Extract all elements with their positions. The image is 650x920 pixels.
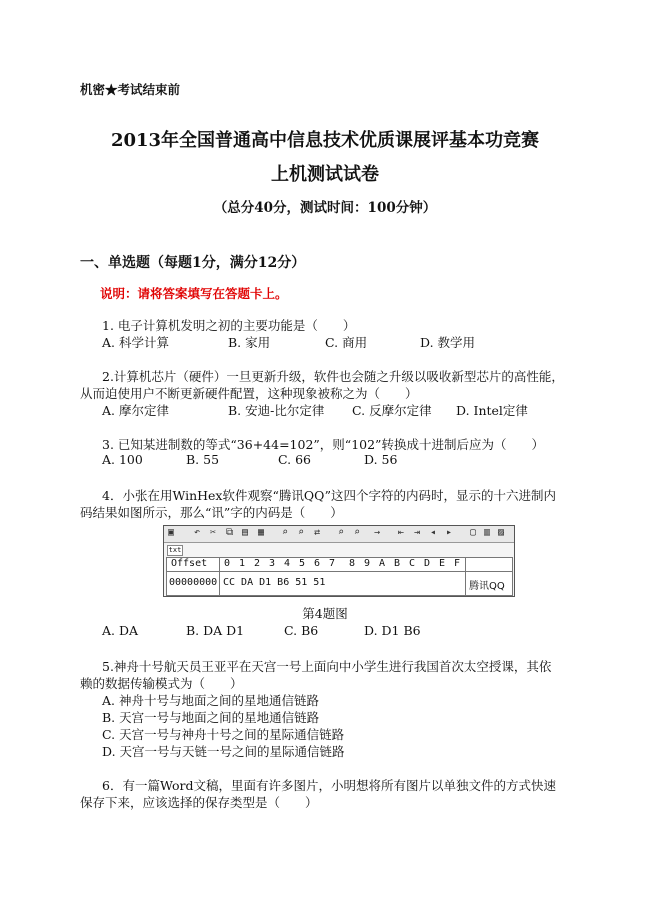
question-3-option-d: D. 56 (364, 452, 398, 467)
question-5-option-b: B. 天宫一号与地面之间的星地通信链路 (102, 710, 320, 725)
edit-icon: ▦ (258, 527, 265, 538)
question-3-option-c: C. 66 (278, 452, 311, 467)
next-icon: ▸ (446, 527, 453, 538)
col-header: 6 (314, 558, 321, 569)
confidential-label: 机密★考试结束前 (80, 82, 181, 97)
hex-toolbar (164, 526, 514, 543)
col-header: 9 (364, 558, 371, 569)
section-title: 一、单选题（每题1分，满分12分） (80, 255, 306, 271)
question-4-option-d: D. D1 B6 (364, 623, 421, 638)
question-6-stem-line2: 保存下来，应该选择的保存类型是（ ） (80, 795, 318, 810)
back-icon: ⇤ (398, 527, 405, 538)
row-text[interactable]: 腾讯QQ (469, 581, 505, 592)
col-header: 1 (239, 558, 246, 569)
figure-caption: 第4题图 (302, 606, 348, 621)
file-tab[interactable]: txt (168, 546, 182, 554)
question-2-stem-line2: 从而迫使用户不断更新硬件配置，这种现象被称之为（ ） (80, 386, 418, 401)
col-header: 7 (329, 558, 336, 569)
winhex-figure (163, 525, 515, 597)
col-header: 2 (254, 558, 261, 569)
undo-icon: ↶ (194, 527, 201, 538)
col-header: A (379, 558, 386, 569)
question-2-option-d: D. Intel定律 (456, 403, 528, 418)
question-4-option-b: B. DA D1 (186, 623, 245, 638)
col-header: D (424, 558, 431, 569)
question-1-stem: 1. 电子计算机发明之初的主要功能是（ ） (102, 318, 356, 333)
question-4-stem-line2: 码结果如图所示，那么“讯”字的内码是（ ） (80, 505, 343, 520)
col-header: E (439, 558, 446, 569)
offset-divider (219, 558, 220, 595)
tools-icon: ▨ (498, 527, 505, 538)
answer-note: 说明：请将答案填写在答题卡上。 (100, 286, 288, 301)
forward-icon: ⇥ (414, 527, 421, 538)
col-header: 5 (299, 558, 306, 569)
find-next-icon: ⌕ (338, 527, 345, 538)
question-3-stem: 3. 已知某进制数的等式“36+44=102”，则“102”转换成十进制后应为（ ） (102, 437, 544, 452)
find-hex-icon: ⌕ (298, 527, 305, 538)
question-2-option-a: A. 摩尔定律 (102, 403, 169, 418)
exam-title-line2: 上机测试试卷 (271, 164, 379, 185)
hex-grid (166, 557, 513, 596)
col-header: 0 (224, 558, 231, 569)
col-header: B (394, 558, 401, 569)
question-2-option-b: B. 安迪-比尔定律 (228, 403, 325, 418)
question-2-option-c: C. 反摩尔定律 (352, 403, 432, 418)
col-header: F (454, 558, 461, 569)
question-5-stem-line1: 5.神舟十号航天员王亚平在天宫一号上面向中小学生进行我国首次太空授课，其依 (102, 659, 552, 674)
question-5-option-a: A. 神舟十号与地面之间的星地通信链路 (102, 693, 319, 708)
text-divider (465, 558, 466, 595)
question-4-option-a: A. DA (102, 623, 139, 638)
question-1-option-d: D. 教学用 (420, 335, 476, 350)
question-3-option-a: A. 100 (102, 452, 143, 467)
col-header: C (409, 558, 416, 569)
question-5-option-d: D. 天宫一号与天链一号之间的星际通信链路 (102, 744, 345, 759)
row-offset: 00000000 (169, 577, 218, 588)
question-2-stem-line1: 2.计算机芯片（硬件）一旦更新升级，软件也会随之升级以吸收新型芯片的高性能， (102, 369, 564, 384)
replace-icon: ⇄ (314, 527, 321, 538)
question-1-option-a: A. 科学计算 (102, 335, 169, 350)
cut-icon: ✂ (210, 527, 217, 538)
col-header: 8 (349, 558, 356, 569)
question-1-option-c: C. 商用 (325, 335, 368, 350)
offset-header: Offset (171, 558, 208, 569)
question-4-stem-line1: 4．小张在用WinHex软件观察“腾讯QQ”这四个字符的内码时，显示的十六进制内 (102, 488, 556, 503)
disk-icon: ▢ (470, 527, 477, 538)
copy-icon: ⧉ (226, 527, 234, 538)
ram-icon: ▥ (484, 527, 491, 538)
col-header: 4 (284, 558, 291, 569)
goto-icon: → (374, 527, 381, 538)
exam-title-line1: 2013年全国普通高中信息技术优质课展评基本功竞赛 (110, 130, 540, 151)
prev-icon: ◂ (430, 527, 437, 538)
question-5-stem-line2: 赖的数据传输模式为（ ） (80, 676, 243, 691)
exam-subtitle: （总分40分，测试时间：100分钟） (213, 200, 437, 216)
save-icon: ▣ (168, 527, 175, 538)
question-5-option-c: C. 天宫一号与神舟十号之间的星际通信链路 (102, 727, 345, 742)
question-1-option-b: B. 家用 (228, 335, 271, 350)
question-6-stem-line1: 6．有一篇Word文稿，里面有许多图片，小明想将所有图片以单独文件的方式快速 (102, 778, 556, 793)
question-4-option-c: C. B6 (284, 623, 319, 638)
paste-icon: ▤ (242, 527, 249, 538)
find-hex-next-icon: ⌕ (354, 527, 361, 538)
col-header: 3 (269, 558, 276, 569)
question-3-option-b: B. 55 (186, 452, 220, 467)
row-bytes[interactable]: CC DA D1 B6 51 51 (223, 577, 326, 588)
find-icon: ⌕ (282, 527, 289, 538)
